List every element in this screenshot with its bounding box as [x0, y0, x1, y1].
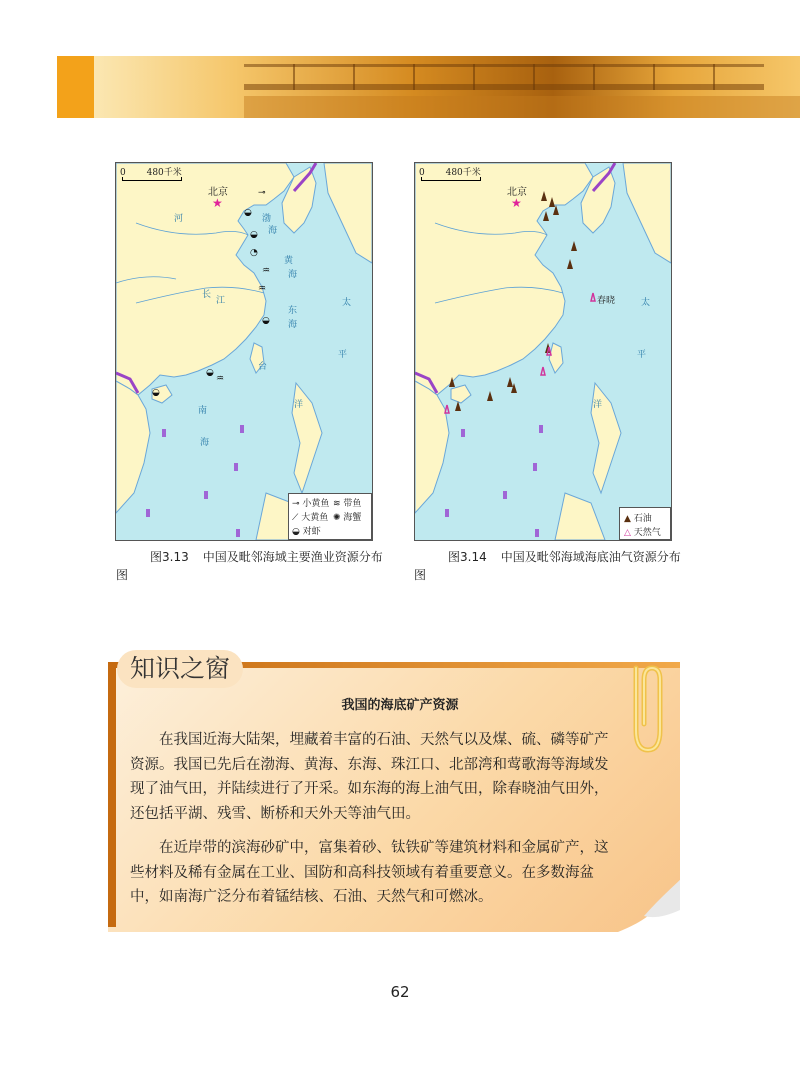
map1-scale: [120, 165, 182, 178]
box-heading: 我国的海底矿产资源: [341, 698, 459, 713]
legend-item: ≋ 带鱼: [333, 499, 362, 509]
oil-gas-map-shapes: [415, 163, 671, 540]
map2-caption: [414, 548, 684, 584]
oil-gas-resources-map: [414, 162, 672, 541]
map1-caption-text: 中国及毗邻海域主要渔业资源分布图: [116, 550, 383, 582]
page-number: 62: [390, 983, 410, 1001]
svg-text:◒: ◒: [152, 388, 160, 398]
hairtail-icon: ≋: [333, 499, 341, 509]
map1-scale-zero: 0: [120, 168, 126, 178]
map2-beijing-label: 北京: [507, 187, 527, 198]
svg-text:♒: ♒: [258, 284, 267, 294]
svg-text:◔: ◔: [250, 248, 258, 258]
sea-label: 海: [288, 320, 298, 330]
map2-legend: [619, 507, 671, 540]
sea-label: 南: [198, 406, 208, 416]
svg-text:♒: ♒: [262, 266, 271, 276]
sea-label: 东: [288, 306, 298, 316]
beijing-star-icon: ★: [212, 196, 223, 210]
sea-label: 渤: [262, 214, 272, 224]
ocean-label: 太: [641, 298, 651, 308]
map1-scale-label: 480千米: [146, 168, 182, 178]
map1-legend: [288, 493, 372, 540]
banner-photo: [94, 56, 800, 118]
gas-icon: △: [624, 528, 631, 538]
ocean-label: 太: [342, 298, 352, 308]
svg-text:◒: ◒: [250, 230, 258, 240]
large-yellow-croaker-icon: ⟋: [292, 513, 299, 523]
sea-label: 海: [200, 438, 210, 448]
fishery-map-shapes: [116, 163, 372, 540]
crab-icon: ✺: [333, 513, 341, 523]
river-label: 江: [216, 296, 226, 306]
map2-scale: [419, 165, 481, 178]
box-paragraph-2: 在近岸带的滨海砂矿中，富集着砂、钛铁矿等建筑材料和金属矿产，这些材料及稀有金属在工业、国防和高科技领域有着重要意义。在多数海盆中，如南海广泛分布着锰结核、石油、天然气和可燃冰。: [130, 840, 609, 905]
map2-caption-text: 中国及毗邻海域海底油气资源分布图: [414, 550, 681, 582]
svg-text:⊸: ⊸: [258, 188, 266, 198]
box-paragraph-1: 在我国近海大陆架，埋藏着丰富的石油、天然气以及煤、硫、磷等矿产资源。我国已先后在渤海、黄海、东海、珠江口、北部湾和莺歌海等海域发现了油气田，并陆续进行了开采。如东海的海上油气田，除春晓油气田外，还包括平湖、残雪、断桥和天外天等油气田。: [130, 732, 609, 822]
legend-item: ✺ 海蟹: [333, 513, 362, 523]
banner-accent-square: [57, 56, 94, 118]
map1-caption-number: 图3.13: [150, 550, 189, 564]
legend-item: ⟋ 大黄鱼: [292, 513, 329, 523]
svg-text:♒: ♒: [216, 374, 225, 384]
shrimp-icon: ◒: [292, 527, 300, 537]
legend-item: ⊸ 小黄鱼: [292, 499, 330, 509]
page-curl-icon: [618, 880, 680, 932]
ocean-label: 洋: [593, 400, 603, 410]
beijing-star-icon: ★: [511, 196, 522, 210]
ocean-label: 平: [338, 350, 348, 360]
sea-label: 海: [288, 270, 298, 280]
river-label: 河: [174, 214, 184, 224]
chapter-banner: [57, 56, 800, 118]
island-label: 台: [258, 362, 268, 372]
svg-text:◒: ◒: [206, 368, 214, 378]
oil-icon: ▲: [624, 514, 631, 524]
sea-label: 海: [268, 226, 278, 236]
legend-item: ◒ 对虾: [292, 527, 321, 537]
ocean-label: 洋: [294, 400, 304, 410]
knowledge-window-title: 知识之窗: [117, 650, 243, 688]
svg-text:◒: ◒: [244, 208, 252, 218]
map2-scale-label: 480千米: [445, 168, 481, 178]
river-label: 长: [202, 290, 212, 300]
fishery-resources-map: [115, 162, 373, 541]
ocean-label: 平: [637, 350, 647, 360]
chunxiao-label: 春晓: [597, 296, 616, 306]
legend-item: ▲ 石油: [624, 514, 652, 524]
sea-label: 黄: [284, 256, 294, 266]
svg-text:◒: ◒: [262, 316, 270, 326]
legend-item: △ 天然气: [624, 528, 661, 538]
banner-bridge-silhouette: [94, 56, 800, 118]
map1-beijing-label: 北京: [208, 187, 228, 198]
small-yellow-croaker-icon: ⊸: [292, 499, 300, 509]
map2-scale-zero: 0: [419, 168, 425, 178]
map1-caption: [116, 548, 386, 584]
map2-caption-number: 图3.14: [448, 550, 487, 564]
